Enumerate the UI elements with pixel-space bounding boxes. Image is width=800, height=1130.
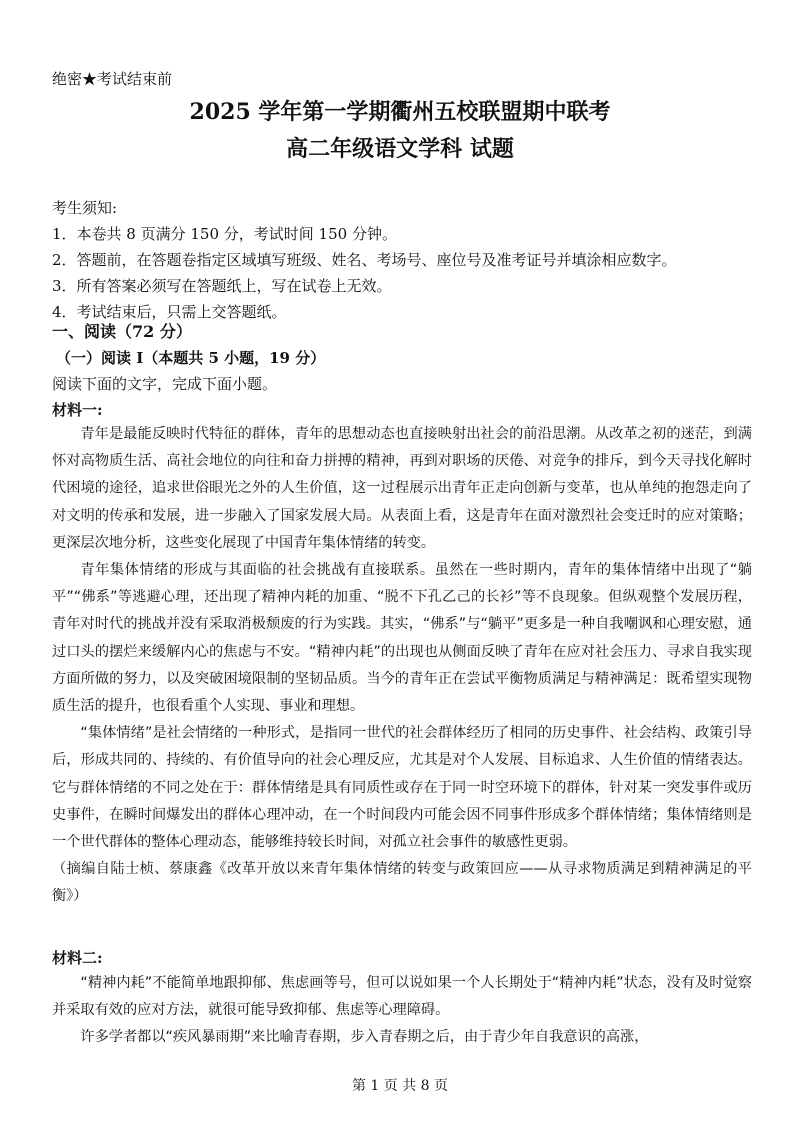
- section-subtitle: （一）阅读 I（本题共 5 小题，19 分）: [56, 349, 326, 367]
- material1-paragraph: 青年是最能反映时代特征的群体，青年的思想动态也直接映射出社会的前沿思潮。从改革之初的迷茫，到满怀对高物质生活、高社会地位的向往和奋力拼搏的精神，再到对职场的厌倦、对竞争的排斥，到今天寻找化解时代困境的途径，追求世俗眼光之外的人生价值，这一过程展示出青年正走向创新与变革，也从单纯的抱怨走向了对文明的传承和发展，进一步融入了国家发展大局。从表面上看，这是青年在面对激烈社会变迁时的应对策略；更深层次地分析，这些变化展现了中国青年集体情绪的转变。: [52, 426, 752, 551]
- material1-label: 材料一:: [52, 401, 103, 419]
- page-number: 第 1 页 共 8 页: [351, 1078, 449, 1094]
- section-title: 一、阅读（72 分）: [52, 322, 192, 341]
- notice-item: 2．答题前，在答题卷指定区域填写班级、姓名、考场号、座位号及准考证号并填涂相应数字。: [52, 251, 677, 269]
- section-instruction: 阅读下面的文字，完成下面小题。: [52, 375, 278, 393]
- material1-body: [52, 421, 752, 911]
- notice-item: 1．本卷共 8 页满分 150 分，考试时间 150 分钟。: [52, 225, 397, 243]
- material2-paragraph: “精神内耗”不能简单地跟抑郁、焦虑画等号，但可以说如果一个人长期处于“精神内耗”状态，没有及时觉察并采取有效的应对方法，就很可能导致抑郁、焦虑等心理障碍。: [52, 975, 752, 1019]
- confidential-label: 绝密★考试结束前: [52, 70, 173, 88]
- candidate-notice: [52, 195, 752, 325]
- notice-heading: 考生须知:: [52, 199, 118, 217]
- material1-source: （摘编自陆士桢、蔡康鑫《改革开放以来青年集体情绪的转变与政策回应——从寻求物质满足到精神满足的平衡》）: [52, 861, 752, 905]
- material2-paragraph: 许多学者都以“疾风暴雨期”来比喻青春期，步入青春期之后，由于青少年自我意识的高涨，: [80, 1029, 649, 1046]
- material2-label: 材料二:: [52, 949, 103, 967]
- notice-item: 3．所有答案必须写在答题纸上，写在试卷上无效。: [52, 277, 392, 295]
- exam-title: 2025 学年第一学期衢州五校联盟期中联考: [189, 99, 611, 125]
- material1-paragraph: 青年集体情绪的形成与其面临的社会挑战有直接联系。虽然在一些时期内，青年的集体情绪中出现了“躺平”“佛系”等逃避心理，还出现了精神内耗的加重、“脱不下孔乙己的长衫”等不良现象。但纵观整个发展历程，青年对时代的挑战并没有采取消极颓废的行为实践。其实，“佛系”与“躺平”更多是一种自我嘲讽和心理安慰，通过口头的摆烂来缓解内心的焦虑与不安。“精神内耗”的出现也从侧面反映了青年在应对社会压力、寻求自我实现方面所做的努力，以及突破困境限制的坚韧品质。当今的青年正在尝试平衡物质满足与精神满足：既希望实现物质生活的提升，也很看重个人实现、事业和理想。: [52, 562, 752, 715]
- material1-paragraph: “集体情绪”是社会情绪的一种形式，是指同一世代的社会群体经历了相同的历史事件、社会结构、政策引导后，形成共同的、持续的、有价值导向的社会心理反应，尤其是对个人发展、目标追求、人生价值的情绪表达。它与群体情绪的不同之处在于：群体情绪是具有同质性或存在于同一时空环境下的群体，针对某一突发事件或历史事件，在瞬时间爆发出的群体心理冲动，在一个时间段内可能会因不同事件形成多个群体情绪；集体情绪则是一个世代群体的整体心理动态，能够维持较长时间，对孤立社会事件的敏感性更弱。: [52, 725, 752, 851]
- material2-body: [52, 970, 752, 1052]
- exam-subtitle: 高二年级语文学科 试题: [286, 136, 514, 162]
- notice-item: 4．考试结束后，只需上交答题纸。: [52, 303, 287, 321]
